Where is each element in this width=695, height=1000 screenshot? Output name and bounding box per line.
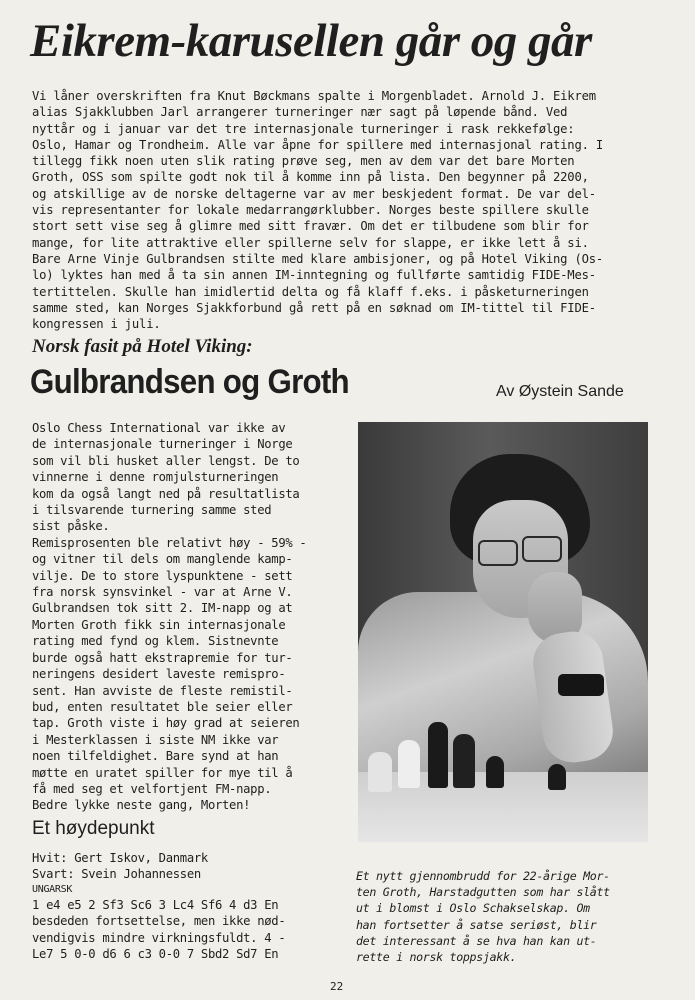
- intro-line: kongressen i juli.: [32, 317, 161, 332]
- intro-line: og atskillige av de norske deltagerne var av mer beskjedent format. De var del-: [32, 186, 596, 201]
- body-line: som vil bli husket aller lengst. De to: [32, 453, 300, 468]
- game-info: [32, 850, 362, 962]
- body-line: og vitner til dels om manglende kamp-: [32, 552, 293, 567]
- body-line: fra norsk synsvinkel - var at Arne V.: [32, 585, 293, 600]
- caption-line: ut i blomst i Oslo Schakselskap. Om: [356, 901, 590, 916]
- caption-line: ten Groth, Harstadgutten som har slått: [356, 885, 610, 900]
- intro-line: vis representanter for lokale medarrangørklubber. Norges beste spillere skulle: [32, 203, 589, 218]
- photo-chess-piece: [548, 764, 566, 790]
- body-line: få med seg et velfortjent FM-napp.: [32, 781, 272, 796]
- moves-line: besdeden fortsettelse, men ikke nød-: [32, 914, 286, 929]
- intro-line: Oslo, Hamar og Trondheim. Alle var åpne for spillere med internasjonal rating. I: [32, 137, 603, 152]
- body-line: bud, enten resultatet ble seier eller: [32, 699, 293, 714]
- intro-line: nyttår og i januar var det tre internasjonale turneringer i rask rekkefølge:: [32, 121, 575, 136]
- body-column: [32, 420, 352, 814]
- photo-chess-piece: [428, 722, 448, 788]
- photo-chess-piece: [453, 734, 475, 788]
- intro-line: Groth, OSS som spilte godt nok til å komme inn på lista. Den begynner på 2200,: [32, 170, 589, 185]
- caption-line: det interessant å se hva han kan ut-: [356, 933, 597, 948]
- moves-line: Le7 5 0-0 d6 6 c3 0-0 7 Sbd2 Sd7 En: [32, 947, 279, 962]
- caption-line: han fortsetter å satse seriøst, blir: [356, 917, 597, 932]
- body-line: neringens desidert laveste remispro-: [32, 667, 286, 682]
- opening-name: UNGARSK: [32, 883, 73, 895]
- intro-line: Bare Arne Vinje Gulbrandsen stilte med klare ambisjoner, og på Hotel Viking (Os-: [32, 251, 603, 266]
- intro-paragraph: [32, 88, 672, 332]
- body-line: noen tilfeldighet. Bare synd at han: [32, 749, 279, 764]
- body-line: Gulbrandsen tok sitt 2. IM-napp og at: [32, 601, 293, 616]
- intro-line: mange, for lite attraktive eller spillerne selv for slappe, er ikke lett å si.: [32, 235, 589, 250]
- photo-chess-piece: [486, 756, 504, 788]
- body-line: sist påske.: [32, 519, 110, 534]
- intro-line: tillegg fikk noen uten slik rating prøve seg, men av dem var det bare Morten: [32, 154, 575, 169]
- section-headline: Gulbrandsen og Groth: [30, 363, 349, 401]
- intro-line: samme sted, kan Norges Sjakkforbund gå rett på en søknad om IM-tittel til FIDE-: [32, 300, 596, 315]
- photo-glasses-right: [522, 536, 562, 562]
- photo-chess-piece: [368, 752, 392, 792]
- intro-line: tertittelen. Skulle han imidlertid delta og få klaff f.eks. i påsketurneringen: [32, 284, 589, 299]
- intro-line: Vi låner overskriften fra Knut Bøckmans spalte i Morgenbladet. Arnold J. Eikrem: [32, 89, 596, 103]
- moves-line: vendigvis mindre virkningsfuldt. 4 -: [32, 930, 286, 945]
- photo-caption: [356, 868, 656, 965]
- body-line: Oslo Chess International var ikke av: [32, 421, 286, 435]
- body-line: tap. Groth viste i høy grad at seieren: [32, 716, 300, 731]
- section-kicker: Norsk fasit på Hotel Viking:: [32, 336, 253, 357]
- photo-glasses-left: [478, 540, 518, 566]
- caption-line: Et nytt gjennombrudd for 22-årige Mor-: [356, 869, 610, 883]
- body-line: Morten Groth fikk sin internasjonale: [32, 617, 286, 632]
- body-line: vinnerne i denne romjulsturneringen: [32, 470, 279, 485]
- intro-line: lo) lyktes han med å ta sin annen IM-inntegning og fullførte samtidig FIDE-Mes-: [32, 268, 596, 283]
- byline: Av Øystein Sande: [496, 383, 624, 400]
- intro-line: alias Sjakklubben Jarl arrangerer turneringer nær sagt på løpende bånd. Ved: [32, 105, 568, 120]
- photo-chess-piece: [398, 740, 420, 788]
- body-line: møtte en uratet spiller for mye til å: [32, 765, 293, 780]
- body-line: Remisprosenten ble relativt høy - 59% -: [32, 535, 307, 550]
- body-line: sent. Han avviste de fleste remistil-: [32, 683, 293, 698]
- black-player: Svart: Svein Johannessen: [32, 867, 201, 882]
- body-line: de internasjonale turneringer i Norge: [32, 437, 293, 452]
- body-line: burde også hatt ekstrapremie for tur-: [32, 650, 293, 665]
- white-player: Hvit: Gert Iskov, Danmark: [32, 851, 208, 865]
- photo-watch: [558, 674, 604, 696]
- body-line: i tilsvarende turnering samme sted: [32, 503, 272, 518]
- body-line: kom da også langt ned på resultatlista: [32, 486, 300, 501]
- page-number: 22: [330, 980, 344, 993]
- player-photo: [358, 422, 648, 842]
- intro-line: stort sett vise seg å glimre med sitt fravær. Om det er tilbudene som blir for: [32, 219, 589, 234]
- caption-line: rette i norsk toppsjakk.: [356, 950, 517, 965]
- body-line: rating med fynd og klem. Sistnevnte: [32, 634, 279, 649]
- game-heading: Et høydepunkt: [32, 818, 155, 839]
- moves-line: 1 e4 e5 2 Sf3 Sc6 3 Lc4 Sf6 4 d3 En: [32, 897, 279, 912]
- article-title: Eikrem-karusellen går og går: [30, 15, 592, 67]
- body-line: vilje. De to store lyspunktene - sett: [32, 568, 293, 583]
- body-line: Bedre lykke neste gang, Morten!: [32, 798, 251, 813]
- body-line: i Mesterklassen i siste NM ikke var: [32, 732, 279, 747]
